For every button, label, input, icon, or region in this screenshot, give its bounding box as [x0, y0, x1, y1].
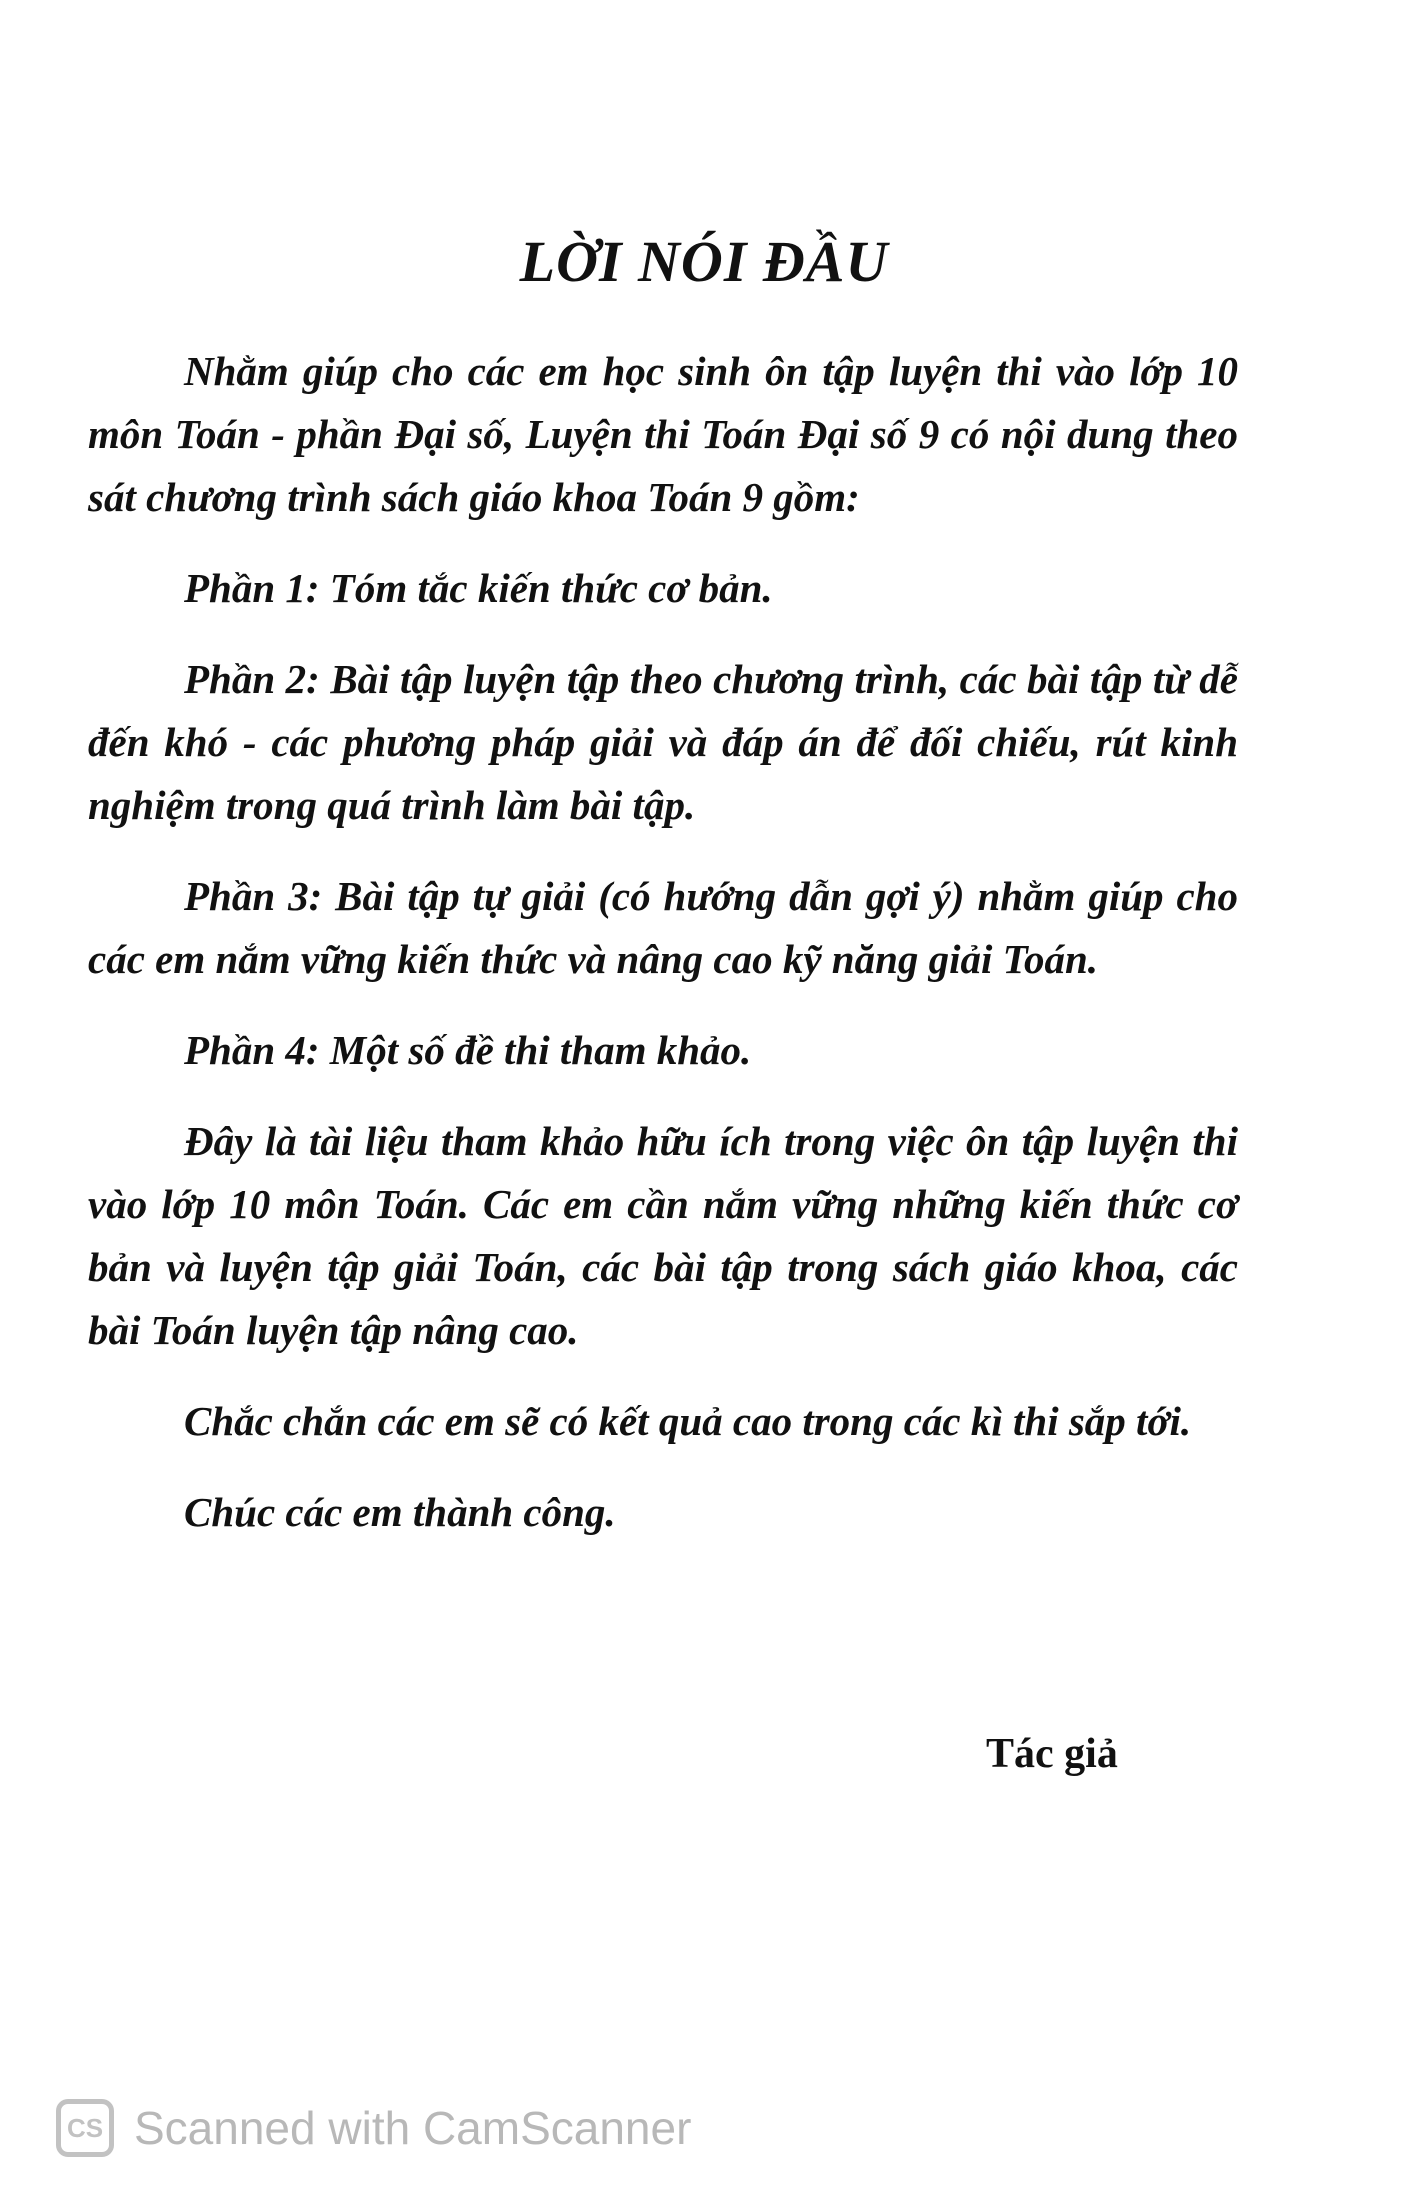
- paragraph-part-2: Phần 2: Bài tập luyện tập theo chương trình, các bài tập từ dễ đến khó - các phương pháp giải và đáp án để đối chiếu, rút kinh nghiệm trong quá trình làm bài tập.: [88, 656, 1238, 828]
- paragraph-wishes: Chắc chắn các em sẽ có kết quả cao trong các kì thi sắp tới.: [184, 1398, 1192, 1444]
- preface-body: [88, 340, 1238, 1572]
- paragraph-closing: Chúc các em thành công.: [184, 1489, 616, 1535]
- paragraph-intro: Nhằm giúp cho các em học sinh ôn tập luyện thi vào lớp 10 môn Toán - phần Đại số, Luyện thi Toán Đại số 9 có nội dung theo sát chương trình sách giáo khoa Toán 9 gồm:: [88, 348, 1238, 520]
- paragraph-usefulness: Đây là tài liệu tham khảo hữu ích trong việc ôn tập luyện thi vào lớp 10 môn Toán. Các em cần nắm vững những kiến thức cơ bản và luyện tập giải Toán, các bài tập trong sách giáo khoa, các bài Toán luyện tập nâng cao.: [88, 1118, 1238, 1353]
- page-title: LỜI NÓI ĐẦU: [519, 229, 889, 294]
- watermark-text: Scanned with CamScanner: [134, 2102, 692, 2154]
- camscanner-watermark: [56, 2096, 691, 2160]
- paragraph-part-1: Phần 1: Tóm tắc kiến thức cơ bản.: [184, 565, 773, 611]
- camscanner-logo-icon: CS: [56, 2099, 114, 2157]
- paragraph-part-3: Phần 3: Bài tập tự giải (có hướng dẫn gợi ý) nhằm giúp cho các em nắm vững kiến thức và nâng cao kỹ năng giải Toán.: [88, 873, 1238, 982]
- author-signature: Tác giả: [986, 1731, 1118, 1777]
- paragraph-part-4: Phần 4: Một số đề thi tham khảo.: [184, 1027, 752, 1073]
